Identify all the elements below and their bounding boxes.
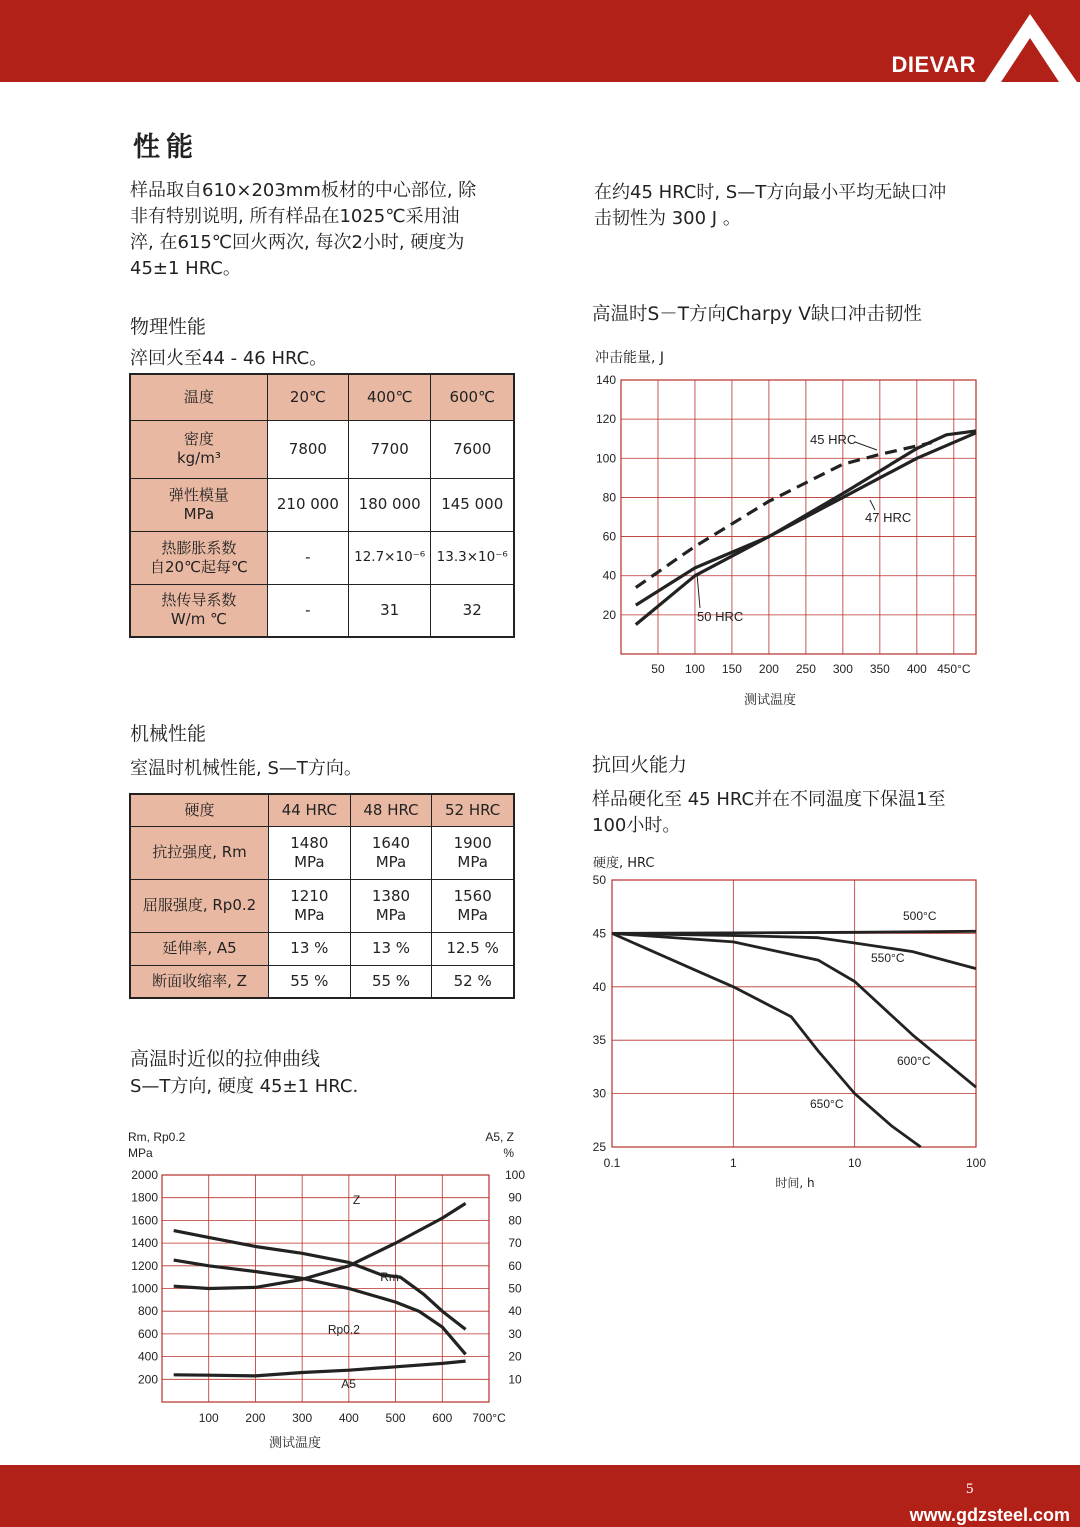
intro-line: 淬, 在615℃回火两次, 每次2小时, 硬度为 [130,232,465,253]
y-tick-label: 120 [595,412,616,427]
table-cell: 7600 [431,420,514,478]
brand-logo-icon [985,12,1080,82]
y-tick-label: 100 [595,451,616,466]
table-row [130,879,514,932]
row-label: 密度 kg/m³ [130,420,267,478]
row-label: 断面收缩率, Z [130,965,269,998]
physical-title: 物理性能 [130,316,207,338]
table-cell: 13 % [269,932,351,965]
mechanical-subtitle: 室温时机械性能, S—T方向。 [130,758,362,779]
temper-title: 抗回火能力 [592,754,688,776]
table-cell: 13 % [350,932,432,965]
y-tick-label: 140 [595,373,616,387]
mechanical-title: 机械性能 [130,723,207,745]
table-cell: 12.5 % [432,932,514,965]
impact-intro [594,180,994,232]
intro-paragraph [130,178,530,282]
table-cell: 31 [348,584,431,637]
y2-tick-label: 10 [508,1372,522,1387]
series-label: 550°C [871,951,905,965]
row-label: 热传导系数 W/m ℃ [130,584,267,637]
y-tick-label: 1000 [131,1281,158,1296]
row-label: 弹性模量 MPa [130,478,267,531]
table-header-cell: 400℃ [348,374,431,420]
y-tick-label: 2000 [131,1168,158,1182]
tempering-chart [585,850,995,1195]
table-cell: 55 % [269,965,351,998]
y2-tick-label: 80 [508,1213,522,1228]
tensile-title: 高温时近似的拉伸曲线 [130,1048,321,1070]
table-cell: 1380 MPa [350,879,432,932]
intro-line: 45±1 HRC。 [130,258,241,279]
x-tick-label: 450°C [937,662,971,676]
section-title: 性能 [133,132,199,163]
table-cell: 1900 MPa [432,826,514,879]
x-tick-label: 200 [245,1411,266,1425]
series-label: 650°C [810,1097,844,1111]
x-tick-label: 300 [292,1411,313,1425]
y-tick-label: 80 [602,490,616,505]
y-tick-label: 35 [592,1033,606,1048]
tensile-subtitle: S—T方向, 硬度 45±1 HRC. [130,1076,359,1097]
table-cell: 7800 [267,420,348,478]
table-row [130,478,514,531]
series-label: 600°C [897,1054,931,1068]
table-row [130,826,514,879]
x-tick-label: 200 [758,662,779,676]
x-tick-label: 400 [906,662,927,676]
table-cell: 1640 MPa [350,826,432,879]
y-tick-label: 40 [592,979,606,994]
intro-line: 非有特别说明, 所有样品在1025℃采用油 [130,206,460,227]
table-header-row [130,794,514,826]
temper-line: 100小时。 [592,815,681,836]
table-cell: 7700 [348,420,431,478]
series-line-550c [612,933,976,968]
row-label: 抗拉强度, Rm [130,826,269,879]
table-row [130,420,514,478]
y-tick-label: 50 [592,873,606,887]
table-row [130,584,514,637]
x-tick-label: 500 [385,1411,406,1425]
series-label: Rm [380,1270,399,1285]
x-axis-label: 测试温度 [743,693,797,708]
series-label: 47 HRC [865,510,912,525]
leader-line [870,500,875,510]
physical-table [129,373,515,638]
y-tick-label: 200 [137,1372,158,1387]
x-tick-label: 300 [832,662,853,676]
table-header-cell: 硬度 [130,794,269,826]
y2-tick-label: 60 [508,1258,522,1273]
series-label: A5 [341,1376,356,1391]
y-tick-label: 1400 [131,1236,158,1251]
physical-subtitle: 淬回火至44 - 46 HRC。 [130,348,328,369]
y-axis-label: 冲击能量, J [595,350,665,366]
row-label: 延伸率, A5 [130,932,269,965]
y-tick-label: 1600 [131,1213,158,1228]
y-axis-label: Rm, Rp0.2 [128,1130,186,1144]
series-line-a5 [174,1361,466,1376]
y-tick-label: 1200 [131,1258,158,1273]
table-cell: 180 000 [348,478,431,531]
x-tick-label: 600 [432,1411,453,1425]
temper-text [592,787,1012,839]
y-axis-label: 硬度, HRC [593,856,655,871]
row-label: 屈服强度, Rp0.2 [130,879,269,932]
brand-name: DIEVAR [891,52,976,77]
table-cell: - [267,531,348,584]
y-axis-unit: MPa [128,1146,153,1160]
series-label: Rp0.2 [327,1322,360,1337]
y2-tick-label: 100 [504,1168,526,1182]
x-tick-label: 250 [795,662,816,676]
y-tick-label: 30 [592,1086,606,1101]
leader-line [697,574,700,608]
leader-line [855,442,877,450]
table-header-cell: 600℃ [431,374,514,420]
table-row [130,531,514,584]
table-header-cell: 52 HRC [432,794,514,826]
table-header-row [130,374,514,420]
x-axis-label: 测试温度 [268,1436,322,1451]
table-cell: 52 % [432,965,514,998]
x-axis-label: 时间, h [775,1176,815,1190]
y-tick-label: 1800 [131,1190,158,1205]
x-tick-label: 100 [198,1411,219,1425]
series-label: Z [352,1192,361,1207]
y-tick-label: 40 [602,568,616,583]
temper-line: 样品硬化至 45 HRC并在不同温度下保温1至 [592,789,946,810]
table-cell: 1480 MPa [269,826,351,879]
row-label: 热膨胀系数 自20℃起每℃ [130,531,267,584]
page-number: 5 [966,1481,974,1497]
x-tick-label: 700°C [472,1411,506,1425]
x-tick-label: 1 [729,1156,737,1170]
series-label: 45 HRC [810,432,857,447]
y-tick-label: 60 [602,529,616,544]
tensile-chart [110,1125,550,1460]
y2-axis-label: A5, Z [485,1130,514,1144]
table-header-cell: 20℃ [267,374,348,420]
table-row [130,932,514,965]
table-cell: 13.3×10⁻⁶ [431,531,514,584]
x-tick-label: 0.1 [603,1156,621,1170]
series-line-z [174,1203,466,1288]
footer-website: www.gdzsteel.com [909,1505,1070,1525]
y-tick-label: 600 [137,1326,158,1341]
x-tick-label: 400 [338,1411,359,1425]
y2-axis-unit: % [503,1146,514,1160]
series-label: 500°C [903,909,937,923]
y-tick-label: 25 [592,1140,606,1154]
y-tick-label: 20 [602,607,616,622]
impact-chart [585,340,995,712]
y2-tick-label: 70 [508,1236,522,1251]
y2-tick-label: 90 [508,1190,522,1205]
y-tick-label: 400 [137,1349,158,1364]
table-cell: - [267,584,348,637]
table-cell: 32 [431,584,514,637]
y2-tick-label: 50 [508,1281,522,1296]
intro-line: 在约45 HRC时, S—T方向最小平均无缺口冲 [594,182,947,203]
table-cell: 1210 MPa [269,879,351,932]
table-row [130,965,514,998]
x-tick-label: 350 [869,662,890,676]
intro-line: 击韧性为 300 J 。 [594,208,741,229]
table-header-cell: 温度 [130,374,267,420]
y-tick-label: 45 [592,926,606,941]
x-tick-label: 10 [847,1156,862,1170]
intro-line: 样品取自610×203mm板材的中心部位, 除 [130,180,477,201]
table-cell: 145 000 [431,478,514,531]
x-tick-label: 100 [684,662,705,676]
x-tick-label: 50 [651,662,665,676]
table-cell: 12.7×10⁻⁶ [348,531,431,584]
x-tick-label: 150 [721,662,742,676]
y-tick-label: 800 [137,1304,158,1319]
table-cell: 210 000 [267,478,348,531]
table-header-cell: 44 HRC [269,794,351,826]
table-header-cell: 48 HRC [350,794,432,826]
x-tick-label: 100 [965,1156,987,1170]
table-cell: 55 % [350,965,432,998]
plot-frame [621,380,976,654]
series-label: 50 HRC [697,609,744,624]
y2-tick-label: 20 [508,1349,522,1364]
mechanical-table [129,793,515,999]
y2-tick-label: 30 [508,1326,522,1341]
table-cell: 1560 MPa [432,879,514,932]
y2-tick-label: 40 [508,1304,522,1319]
impact-title: 高温时S－T方向Charpy V缺口冲击韧性 [592,304,922,325]
